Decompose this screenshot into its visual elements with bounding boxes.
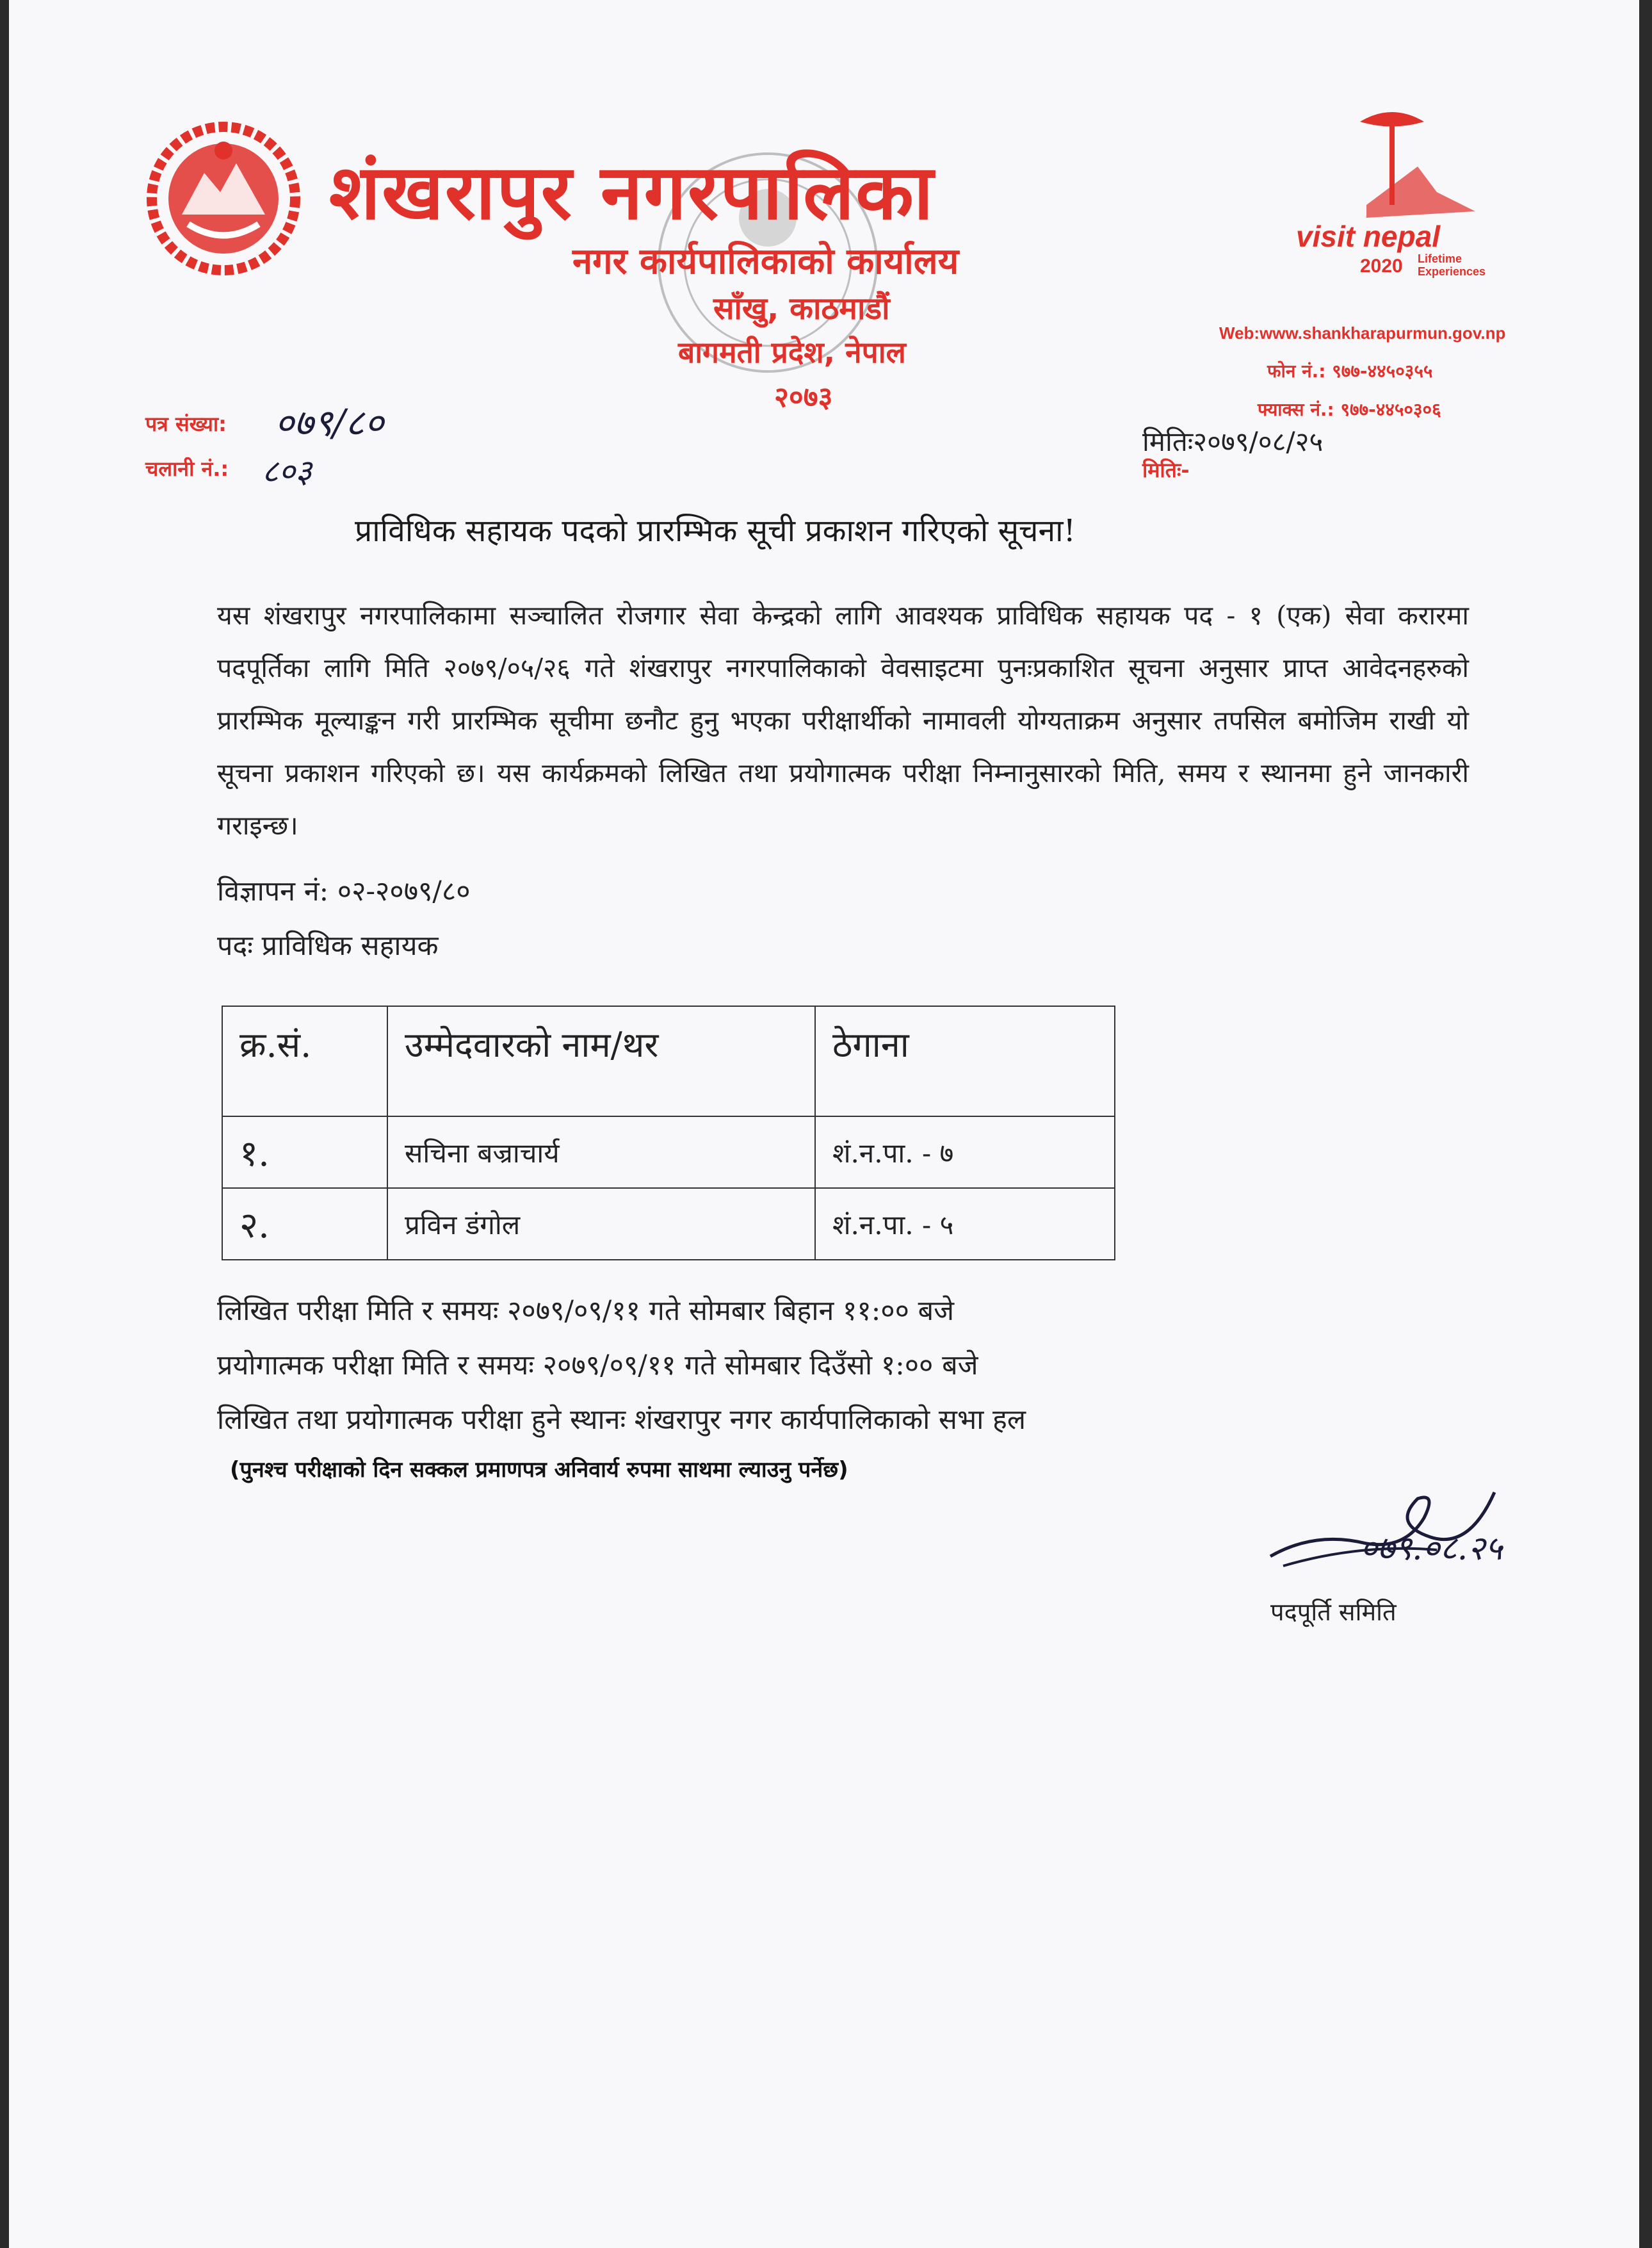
document-date: मितिः२०७९/०८/२५ [1142, 426, 1324, 457]
patra-sankhya-label: पत्र संख्या: [145, 412, 227, 436]
row-address: शं.न.पा. - ५ [815, 1188, 1115, 1260]
date-label: मितिः- [1142, 458, 1190, 482]
office-province: बागमती प्रदेश, नेपाल [678, 335, 906, 370]
col-serial-header: क्र.सं. [222, 1006, 387, 1116]
row-address: शं.न.पा. - ७ [815, 1116, 1115, 1188]
row-candidate-name: सचिना बज्राचार्य [387, 1116, 815, 1188]
nepal-emblem-logo [143, 118, 304, 279]
office-name: नगर कार्यपालिकाको कार्यालय [572, 241, 959, 282]
written-exam-schedule: लिखित परीक्षा मिति र समयः २०७९/०९/११ गते सोमबार बिहान ११:०० बजे [217, 1295, 955, 1327]
candidate-table [222, 1006, 1115, 1260]
document-page [9, 0, 1639, 2248]
signatory-role: पदपूर्ति समिति [1270, 1598, 1397, 1626]
phone-number: फोन नं.: ९७७-४४५०३५५ [1267, 361, 1433, 382]
established-year: २०७३ [774, 381, 833, 414]
patra-sankhya-value: ०७९/८० [275, 401, 384, 444]
table-row [222, 1116, 1115, 1188]
chalani-value: ८०३ [262, 453, 312, 490]
row-serial: २. [222, 1188, 387, 1260]
signature-date: ०७९.०८.२५ [1360, 1529, 1503, 1568]
col-name-header: उम्मेदवारको नाम/थर [387, 1006, 815, 1116]
exam-note: (पुनश्च परीक्षाको दिन सक्कल प्रमाणपत्र अनिवार्य रुपमा साथमा ल्याउनु पर्नेछ) [230, 1457, 848, 1483]
municipality-title: शंखरापुर नगरपालिका [329, 148, 935, 236]
row-candidate-name: प्रविन डंगोल [387, 1188, 815, 1260]
col-address-header: ठेगाना [815, 1006, 1115, 1116]
office-location: साँखु, काठमाडौं [713, 291, 890, 327]
visit-nepal-logo [1290, 109, 1507, 288]
visit-nepal-year: 2020 [1360, 256, 1403, 277]
post-name: पदः प्राविधिक सहायक [217, 930, 439, 962]
table-row [222, 1188, 1115, 1260]
visit-nepal-tagline-1: Lifetime [1418, 252, 1462, 265]
visit-nepal-tagline-2: Experiences [1418, 265, 1486, 278]
advertisement-number: विज्ञापन नं: ०२-२०७९/८० [217, 876, 471, 908]
practical-exam-schedule: प्रयोगात्मक परीक्षा मिति र समयः २०७९/०९/११ गते सोमबार दिउँसो १:०० बजे [217, 1349, 978, 1381]
table-header-row [222, 1006, 1115, 1116]
row-serial: १. [222, 1116, 387, 1188]
visit-nepal-brand: visit nepal [1296, 220, 1440, 253]
exam-venue: लिखित तथा प्रयोगात्मक परीक्षा हुने स्थानः शंखरापुर नगर कार्यपालिकाको सभा हल [217, 1404, 1026, 1436]
chalani-label: चलानी नं.: [145, 457, 229, 481]
fax-number: फ्याक्स नं.: ९७७-४४५०३०६ [1258, 399, 1441, 420]
notice-title: प्राविधिक सहायक पदको प्रारम्भिक सूची प्रकाशन गरिएको सूचना! [355, 513, 1076, 549]
notice-body: यस शंखरापुर नगरपालिकामा सञ्चालित रोजगार सेवा केन्द्रको लागि आवश्यक प्राविधिक सहायक पद - १ (एक) सेवा करारमा पदपूर्तिका लागि मिति २०७९/०५/२६ गते शंखरापुर नगरपालिकाको वेवसाइटमा पुनःप्रकाशित सूचना अनुसार प्राप्त आवेदनहरुको प्रारम्भिक मूल्याङ्कन गरी प्रारम्भिक सूचीमा छनौट हुनु भएका परीक्षार्थीको नामावली योग्यताक्रम अनुसार तपसिल बमोजिम राखी यो सूचना प्रकाशन गरिएको छ। यस कार्यक्रमको लिखित तथा प्रयोगात्मक परीक्षा निम्नानुसारको मिति, समय र स्थानमा हुने जानकारी गराइन्छ। [217, 600, 1469, 841]
website: Web:www.shankharapurmun.gov.np [1219, 323, 1506, 343]
